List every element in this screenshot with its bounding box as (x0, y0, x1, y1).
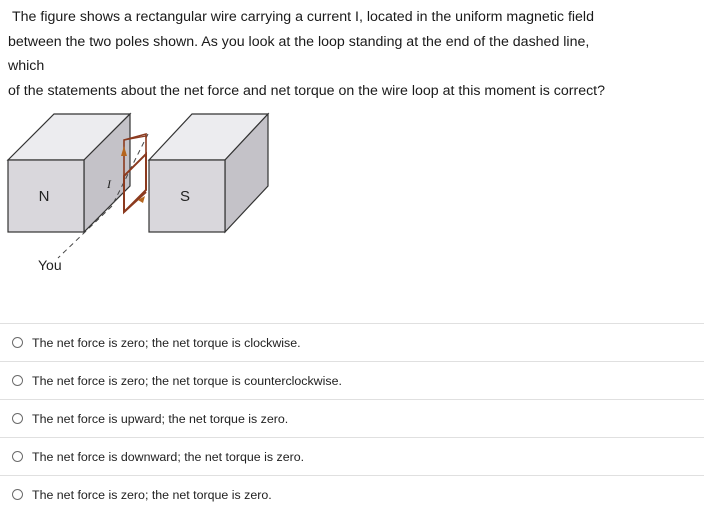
choice-label: The net force is upward; the net torque is zero. (32, 411, 289, 426)
choice-label: The net force is zero; the net torque is zero. (32, 487, 272, 502)
question-line-3: which (8, 58, 45, 74)
choice-3[interactable] (0, 399, 704, 437)
choice-5[interactable] (0, 475, 704, 513)
viewer-label: You (38, 257, 62, 273)
south-magnet (149, 114, 268, 232)
current-label: I (107, 177, 111, 191)
question-line-1: The figure shows a rectangular wire carrying a current I, located in the uniform magnetic field (12, 9, 594, 25)
choice-2[interactable] (0, 361, 704, 399)
radio-button[interactable] (12, 413, 23, 424)
choice-label: The net force is zero; the net torque is counterclockwise. (32, 373, 342, 388)
choice-label: The net force is zero; the net torque is clockwise. (32, 335, 301, 350)
question-text (8, 5, 698, 103)
choice-4[interactable] (0, 437, 704, 475)
north-label: N (38, 188, 50, 205)
question-line-4: of the statements about the net force and net torque on the wire loop at this moment is correct? (8, 82, 606, 99)
radio-button[interactable] (12, 451, 23, 462)
radio-button[interactable] (12, 337, 23, 348)
choice-label: The net force is downward; the net torque is zero. (32, 449, 305, 464)
south-label: S (179, 188, 191, 205)
north-magnet (8, 114, 130, 232)
magnet-loop-figure (0, 100, 300, 290)
radio-button[interactable] (12, 375, 23, 386)
question-line-2: between the two poles shown. As you look at the loop standing at the end of the dashed line, (8, 33, 590, 50)
radio-button[interactable] (12, 489, 23, 500)
answer-choices (0, 323, 704, 513)
choice-1[interactable] (0, 323, 704, 361)
